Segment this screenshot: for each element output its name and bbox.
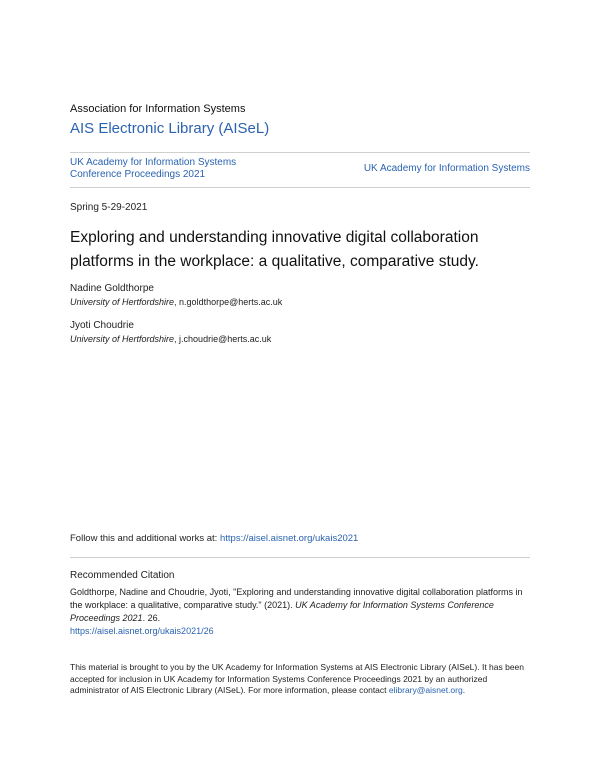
- author-affiliation: [70, 334, 271, 344]
- affiliation-name: University of Hertfordshire: [70, 334, 175, 344]
- follow-text: Follow this and additional works at:: [70, 533, 220, 544]
- citation-heading: Recommended Citation: [70, 570, 175, 581]
- citation-source: UK Academy for Information Systems Conference Proceedings 2021: [70, 600, 494, 623]
- paper-title: Exploring and understanding innovative digital collaboration platforms in the workplace: a qualitative, comparative study.: [70, 229, 479, 270]
- academy-link[interactable]: UK Academy for Information Systems: [363, 163, 530, 174]
- footer-text: This material is brought to you by the UK Academy for Information Systems at AIS Electronic Library (AISeL). It has been accepted for inclusion in UK Academy for Information Systems Conference Proceedings 2021 by an authorized administrator of AIS Electronic Library (AISeL). For more information, please contact: [70, 662, 525, 695]
- author-email: , n.goldthorpe@herts.ac.uk: [174, 297, 283, 307]
- footer-notice: [70, 662, 530, 697]
- author-email: , j.choudrie@herts.ac.uk: [174, 334, 272, 344]
- divider-conference: [70, 187, 530, 188]
- library-link[interactable]: AIS Electronic Library (AISeL): [70, 120, 270, 137]
- citation-link[interactable]: https://aisel.aisnet.org/ukais2021/26: [70, 626, 214, 636]
- citation-text: [70, 586, 530, 638]
- author-affiliation: [70, 297, 282, 307]
- divider-top: [70, 152, 530, 153]
- author-name: Nadine Goldthorpe: [70, 283, 154, 294]
- proceedings-link[interactable]: UK Academy for Information Systems Conference Proceedings 2021: [70, 157, 237, 180]
- citation-body: Goldthorpe, Nadine and Choudrie, Jyoti, "Exploring and understanding innovative digital collaboration platforms in the workplace: a qualitative, comparative study." (2021).: [70, 587, 523, 610]
- follow-link[interactable]: https://aisel.aisnet.org/ukais2021: [219, 533, 359, 544]
- citation-suffix: . 26.: [142, 613, 161, 623]
- follow-line: [70, 533, 358, 544]
- organization-name: Association for Information Systems: [70, 103, 246, 115]
- publication-date: Spring 5-29-2021: [70, 202, 148, 213]
- contact-email-link[interactable]: elibrary@aisnet.org: [388, 685, 463, 695]
- affiliation-name: University of Hertfordshire: [70, 297, 175, 307]
- divider-citation: [70, 557, 530, 558]
- author-name: Jyoti Choudrie: [70, 320, 134, 331]
- footer-end: .: [462, 685, 466, 695]
